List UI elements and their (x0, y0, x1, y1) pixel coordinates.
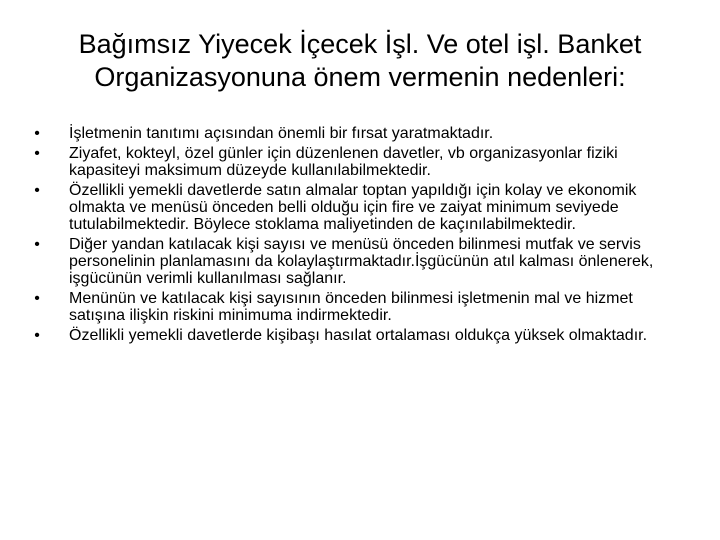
bullet-item (30, 125, 690, 142)
bullet-marker: • (34, 290, 40, 307)
slide-title-line-2: Organizasyonuna önem vermenin nedenleri: (94, 62, 626, 92)
bullet-marker: • (34, 327, 40, 344)
bullet-text: Menünün ve katılacak kişi sayısının önceden bilinmesi işletmenin mal ve hizmet satışına ilişkin riskini minimuma indirmektedir. (69, 290, 633, 324)
bullet-text: İşletmenin tanıtımı açısından önemli bir fırsat yaratmaktadır. (69, 125, 494, 142)
bullet-marker: • (34, 145, 40, 162)
bullet-marker: • (34, 236, 40, 253)
bullet-marker: • (34, 125, 40, 142)
bullet-text: Ziyafet, kokteyl, özel günler için düzenlenen davetler, vb organizasyonlar fiziki kapasiteyi maksimum düzeyde kullanılabilmektedir. (69, 145, 618, 179)
bullet-text: Diğer yandan katılacak kişi sayısı ve menüsü önceden bilinmesi mutfak ve servis personelinin planlamasını da kolaylaştırmaktadır.İşgücünün atıl kalması önlenerek, işgücünün verimli kullanılması sağlanır. (69, 236, 654, 287)
slide-title (20, 28, 700, 94)
bullet-item (30, 290, 690, 324)
bullet-text: Özellikli yemekli davetlerde kişibaşı hasılat ortalaması oldukça yüksek olmaktadır. (69, 327, 648, 344)
slide-title-line-1: Bağımsız Yiyecek İçecek İşl. Ve otel işl. Banket (78, 29, 642, 59)
bullet-list (30, 125, 690, 347)
bullet-item (30, 182, 690, 233)
bullet-item (30, 145, 690, 179)
bullet-text: Özellikli yemekli davetlerde satın almalar toptan yapıldığı için kolay ve ekonomik olmakta ve menüsü önceden belli olduğu için fire ve zaiyat minimum seviyede tutulabilmektedir. Böylece stoklama maliyetinden de kaçınılabilmektedir. (69, 182, 637, 233)
bullet-item (30, 236, 690, 287)
bullet-item (30, 327, 690, 344)
bullet-marker: • (34, 182, 40, 199)
